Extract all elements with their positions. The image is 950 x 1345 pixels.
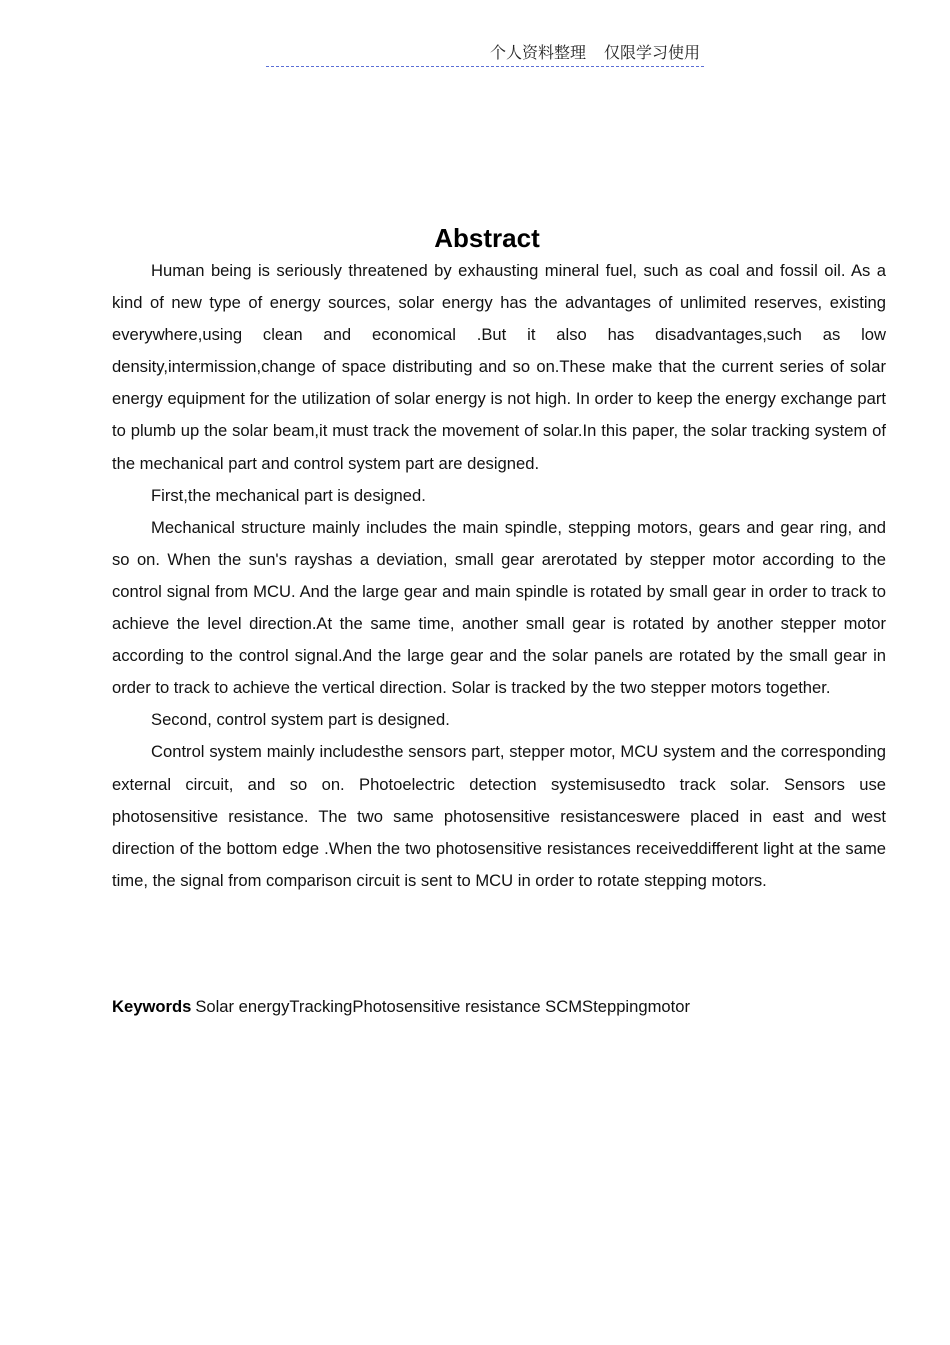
abstract-body bbox=[112, 255, 886, 897]
abstract-paragraph-first: First,the mechanical part is designed. bbox=[151, 485, 426, 505]
abstract-paragraph-mechanical: Mechanical structure mainly includes the main spindle, stepping motors, gears and gear ring, and so on. When the sun's rayshas a deviation, small gear arerotated by stepper motor according to the control signal from MCU. And the large gear and main spindle is rotated by small gear in order to track to achieve the level direction.At the same time, another small gear is rotated by another stepper motor according to the control signal.And the large gear and the solar panels are rotated by the small gear in order to track to achieve the vertical direction. Solar is tracked by the two stepper motors together. bbox=[112, 517, 886, 698]
header-note-left: 个人资料整理 bbox=[489, 43, 586, 62]
header-note-right: 仅限学习使用 bbox=[603, 43, 700, 62]
page-header-note bbox=[266, 42, 704, 67]
abstract-title: Abstract bbox=[434, 223, 540, 253]
abstract-paragraph-second: Second, control system part is designed. bbox=[151, 710, 450, 730]
keywords-value: Solar energyTrackingPhotosensitive resistance SCMSteppingmotor bbox=[195, 997, 690, 1016]
abstract-paragraph-intro: Human being is seriously threatened by exhausting mineral fuel, such as coal and fossil oil. As a kind of new type of energy sources, solar energy has the advantages of unlimited reserves, existing everywhere,using clean and economical .But it also has disadvantages,such as low density,intermission,change of space distributing and so on.These make that the current series of solar energy equipment for the utilization of solar energy is not high. In order to keep the energy exchange part to plumb up the solar beam,it must track the movement of solar.In this paper, the solar tracking system of the mechanical part and control system part are designed. bbox=[112, 261, 886, 473]
abstract-paragraph-control: Control system mainly includesthe sensors part, stepper motor, MCU system and the corresponding external circuit, and so on. Photoelectric detection systemisusedto track solar. Sensors use photosensitive resistance. The two same photosensitive resistanceswere placed in east and west direction of the bottom edge .When the two photosensitive resistances receiveddifferent light at the same time, the signal from comparison circuit is sent to MCU in order to rotate stepping motors. bbox=[112, 742, 886, 890]
keywords-label: Keywords bbox=[112, 997, 192, 1016]
keywords-line bbox=[112, 992, 886, 1022]
